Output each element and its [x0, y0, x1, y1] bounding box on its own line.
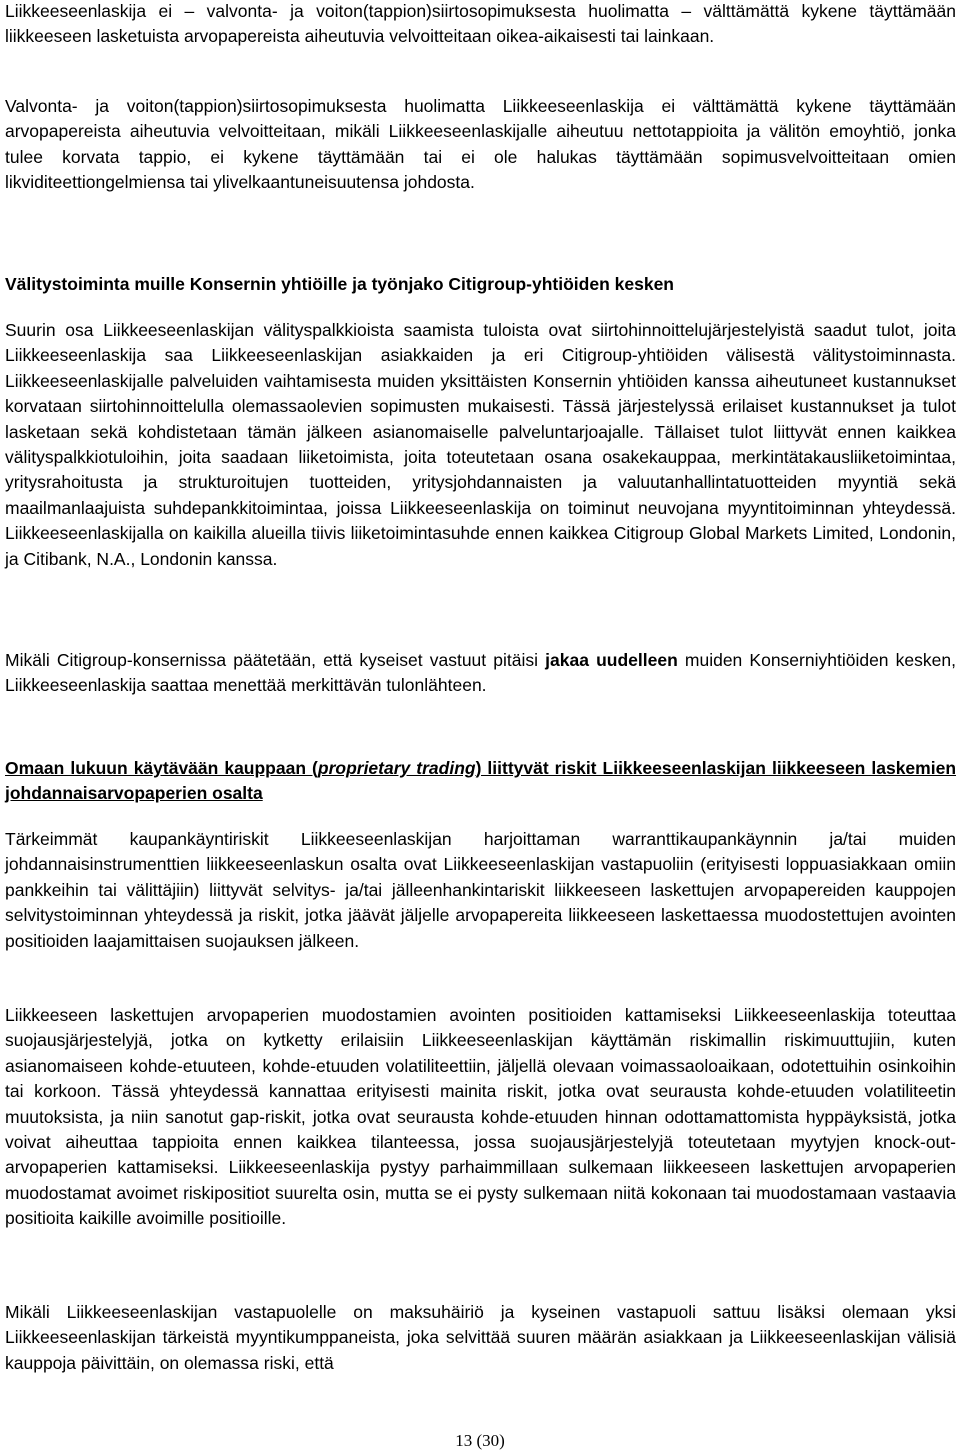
section-heading-brokerage: Välitystoiminta muille Konsernin yhtiöille ja työnjako Citigroup-yhtiöiden kesken [5, 274, 674, 294]
section-heading-proprietary-trading [5, 756, 956, 807]
heading-italic-term: proprietary trading [317, 758, 476, 778]
paragraph-responsibilities-end: muiden Konserniyhtiöiden kesken, Liikkeeseenlaskija saattaa menettää merkittävän tulonlähteen. [5, 650, 956, 696]
paragraph-issuer-obligations: Liikkeeseenlaskija ei – valvonta- ja voiton(tappion)siirtosopimuksesta huolimatta – välttämättä kykene täyttämään liikkeeseen lasketuista arvopapereista aiheutuvia velvoitteitaan oikea-aikaisesti tai lainkaan. [5, 1, 956, 47]
page-number: 13 (30) [455, 1431, 505, 1450]
paragraph-counterparty-default: Mikäli Liikkeeseenlaskijan vastapuolelle on maksuhäiriö ja kyseinen vastapuoli sattuu lisäksi olemaan yksi Liikkeeseenlaskijan tärkeistä myyntikumppaneista, joka selvittää suuren määrän asiakkaan ja Liikkeeseenlaskijan välisiä kauppoja päivittäin, on olemassa riski, että [5, 1302, 956, 1373]
bold-phrase: jakaa uudelleen [545, 650, 678, 670]
paragraph-responsibilities-start: Mikäli Citigroup-konsernissa päätetään, että kyseiset vastuut pitäisi [5, 650, 546, 670]
heading-end: ) liittyvät riskit Liikkeeseenlaskijan liikkeeseen laskemien johdannaisarvopaperien osalta [5, 758, 957, 804]
paragraph-trading-risks: Tärkeimmät kaupankäyntiriskit Liikkeeseenlaskijan harjoittaman warranttikaupankäynnin ja/tai muiden johdannaisinstrumenttien liikkeeseenlaskun osalta ovat Liikkeeseenlaskijan vastapuoliin (erityisesti loppuasiakkaan omiin pankkeihin tai välittäjiin) liittyvät selvitys- ja/tai jälleenhankintariskit liikkeeseen laskettujen arvopapereiden kauppojen selvitystoiminnan yhteydessä ja riskit, jotka jäävät jäljelle arvopapereita liikkeeseen laskettaessa muodostettujen avointen positioiden laajamittaisen suojauksen jälkeen. [5, 829, 956, 951]
paragraph-control-agreement: Valvonta- ja voiton(tappion)siirtosopimuksesta huolimatta Liikkeeseenlaskija ei välttämättä kykene täyttämään arvopapereista aiheutuvia velvoitteitaan, mikäli Liikkeeseenlaskijalle aiheutuu nettotappioita ja välitön emoyhtiö, jonka tulee korvata tappio, ei kykene täyttämään tai ei ole halukas täyttämään sopimusvelvoitteitaan omien likviditeettiongelmiensa tai ylivelkaantuneisuutensa johdosta. [5, 96, 956, 193]
heading-start: Omaan lukuun käytävään kauppaan ( [5, 758, 318, 778]
paragraph-brokerage-income: Suurin osa Liikkeeseenlaskijan välityspalkkioista saamista tuloista ovat siirtohinnoittelujärjestelyistä saadut tulot, joita Liikkeeseenlaskija saa Liikkeeseenlaskijan asiakkaiden ja eri Citigroup-yhtiöiden välisestä välitystoiminnasta. Liikkeeseenlaskijalle palveluiden vaihtamisesta muiden yksittäisten Konsernin yhtiöiden kanssa aiheutuneet kustannukset korvataan siirtohinnoittelulla olemassaolevien sopimusten mukaisesti. Tässä järjestelyssä erilaiset kustannukset ja tulot lasketaan sekä kohdistetaan tämän jälkeen asianomaiselle palveluntarjoajalle. Tällaiset tulot liittyvät ennen kaikkea välityspalkkiotuloihin, joita saadaan liiketoimista, joita toteutetaan osana osakekauppaa, merkintätakausliiketoimintaa, yritysrahoitusta ja strukturoitujen tuotteiden, yritysjohdannaisten ja valuutanhallintatuotteiden myyntiä sekä maailmanlaajuista suhdepankkitoimintaa, joissa Liikkeeseenlaskija on toiminut neuvojana myyntitoiminnan yhteydessä. Liikkeeseenlaskijalla on kaikilla alueilla tiivis liiketoimintasuhde ennen kaikkea Citigroup Global Markets Limited, Londonin, ja Citibank, N.A., Londonin kanssa. [5, 320, 956, 569]
paragraph-hedging: Liikkeeseen laskettujen arvopaperien muodostamien avointen positioiden kattamiseksi Liikkeeseenlaskija toteuttaa suojausjärjestelyjä, jotka on kytketty erilaisiin Liikkeeseenlaskijan käyttämän riskimallin riskimuuttujiin, kuten asianomaiseen kohde-etuuteen, kohde-etuuden volatiliteettiin, jäljellä olevaan voimassaoloaikaan, odotettuihin osinkoihin tai korkoon. Tässä yhteydessä kannattaa erityisesti mainita riskit, jotka ovat seurausta kohde-etuuden volatiliteetin muutoksista, ja niin sanotut gap-riskit, jotka ovat seurausta kohde-etuuden hinnan odottamattomista hyppäyksistä, jotka voivat aiheuttaa tappioita ennen kaikkea tilanteessa, jossa suojausjärjestelyjä toteutetaan myytyjen knock-out-arvopaperien kattamiseksi. Liikkeeseenlaskija pystyy parhaimmillaan sulkemaan liikkeeseen laskettujen arvopaperien muodostamat avoimet riskipositiot suurelta osin, mutta se ei pysty sulkemaan niitä kokonaan tai muodostamaan vastaavia positioita kaikille avoimille positioille. [5, 1005, 956, 1229]
paragraph-responsibilities [5, 648, 956, 699]
